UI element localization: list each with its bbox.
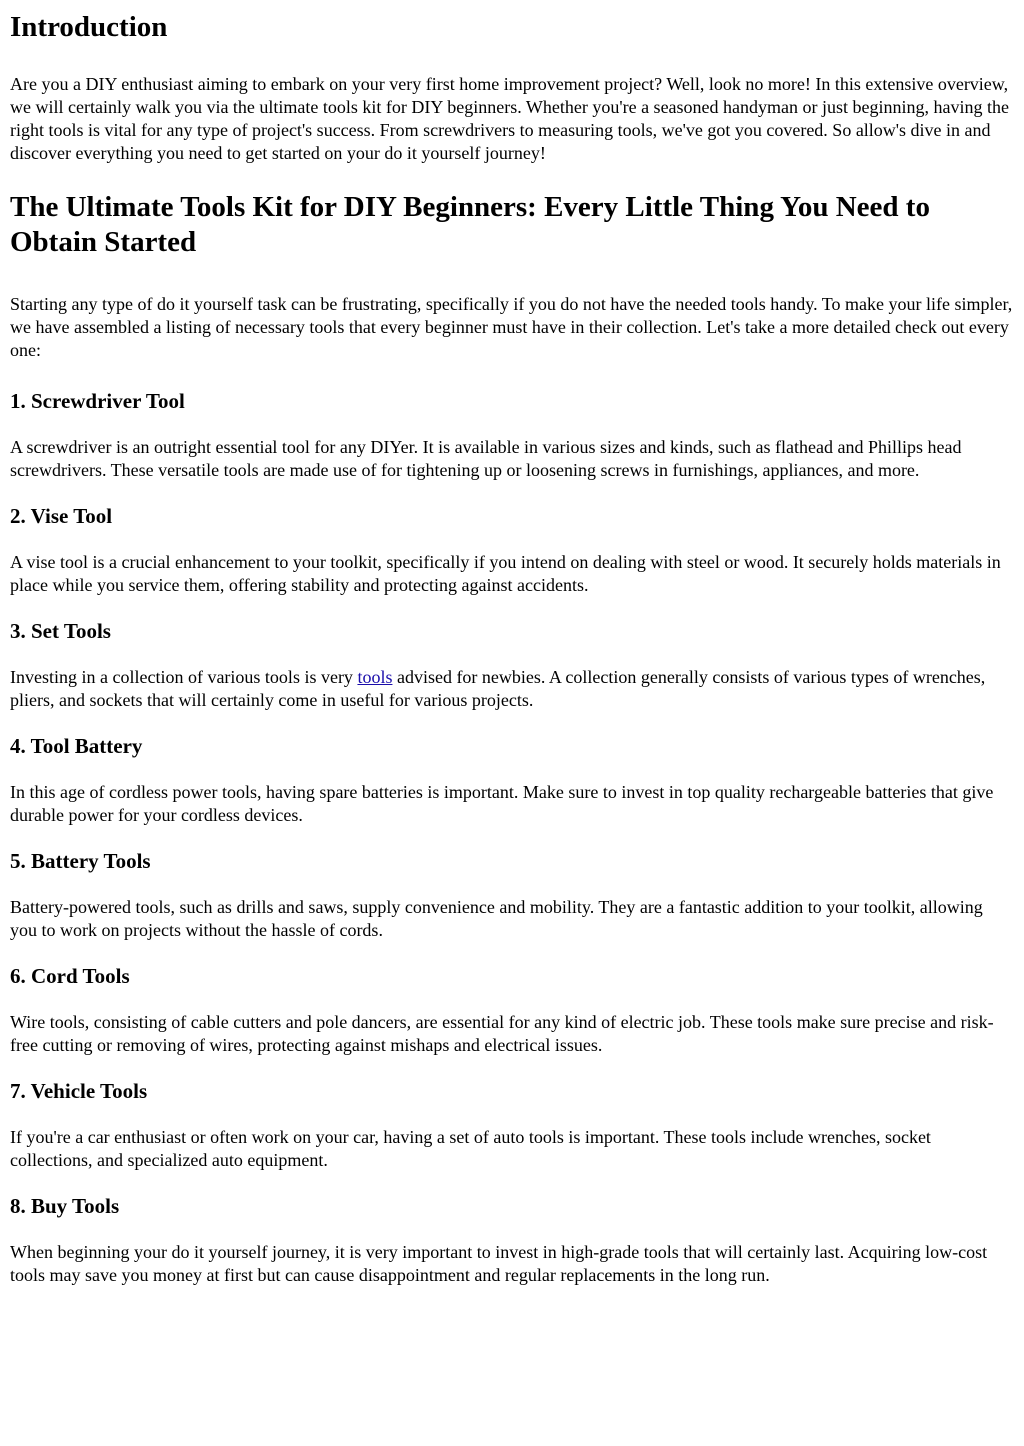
set-tools-text-after: advised for newbies. A collection generally consists of various types of wrenches, pliers, and sockets that will certainly come in useful for various projects. [10,667,986,710]
section-paragraph-cord-tools: Wire tools, consisting of cable cutters and pole dancers, are essential for any kind of electric job. These tools make sure precise and risk-free cutting or removing of wires, protecting against mishaps and electrical issues. [10,1012,994,1055]
section-heading-screwdriver: 1. Screwdriver Tool [10,389,185,413]
section-heading-buy-tools: 8. Buy Tools [10,1194,120,1218]
intro-paragraph: Are you a DIY enthusiast aiming to embark on your very first home improvement project? Well, look no more! In this extensive overview, we will certainly walk you via the ultimate tools kit for DIY beginners. Whether you're a seasoned handyman or just beginning, having the right tools is vital for any type of project's success. From screwdrivers to measuring tools, we've got you covered. So allow's dive in and discover everything you need to get started on your do it yourself journey! [10,74,1009,163]
section-heading-vise: 2. Vise Tool [10,504,113,528]
section-paragraph-vise: A vise tool is a crucial enhancement to your toolkit, specifically if you intend on dealing with steel or wood. It securely holds materials in place while you service them, offering stability and protecting against accidents. [10,552,1001,595]
main-paragraph: Starting any type of do it yourself task can be frustrating, specifically if you do not have the needed tools handy. To make your life simpler, we have assembled a listing of necessary tools that every beginner must have in their collection. Let's take a more detailed check out every one: [10,294,1013,360]
section-heading-tool-battery: 4. Tool Battery [10,734,143,758]
section-paragraph-vehicle-tools: If you're a car enthusiast or often work on your car, having a set of auto tools is important. These tools include wrenches, socket collections, and specialized auto equipment. [10,1127,931,1170]
section-heading-vehicle-tools: 7. Vehicle Tools [10,1079,148,1103]
section-paragraph-set-tools [10,666,1014,712]
section-paragraph-buy-tools: When beginning your do it yourself journey, it is very important to invest in high-grade tools that will certainly last. Acquiring low-cost tools may save you money at first but can cause disappointment and regular replacements in the long run. [10,1242,988,1285]
tools-link[interactable]: tools [357,667,393,687]
section-heading-cord-tools: 6. Cord Tools [10,964,130,988]
section-heading-battery-tools: 5. Battery Tools [10,849,151,873]
section-paragraph-battery-tools: Battery-powered tools, such as drills and saws, supply convenience and mobility. They are a fantastic addition to your toolkit, allowing you to work on projects without the hassle of cords. [10,897,983,940]
section-heading-set-tools: 3. Set Tools [10,619,111,643]
set-tools-text-before: Investing in a collection of various tools is very [10,667,358,687]
intro-heading: Introduction [10,11,168,43]
main-heading: The Ultimate Tools Kit for DIY Beginners: Every Little Thing You Need to Obtain Started [10,191,930,258]
section-paragraph-tool-battery: In this age of cordless power tools, having spare batteries is important. Make sure to invest in top quality rechargeable batteries that give durable power for your cordless devices. [10,782,994,825]
section-paragraph-screwdriver: A screwdriver is an outright essential tool for any DIYer. It is available in various sizes and kinds, such as flathead and Phillips head screwdrivers. These versatile tools are made use of for tightening up or loosening screws in furnishings, appliances, and more. [10,437,962,480]
